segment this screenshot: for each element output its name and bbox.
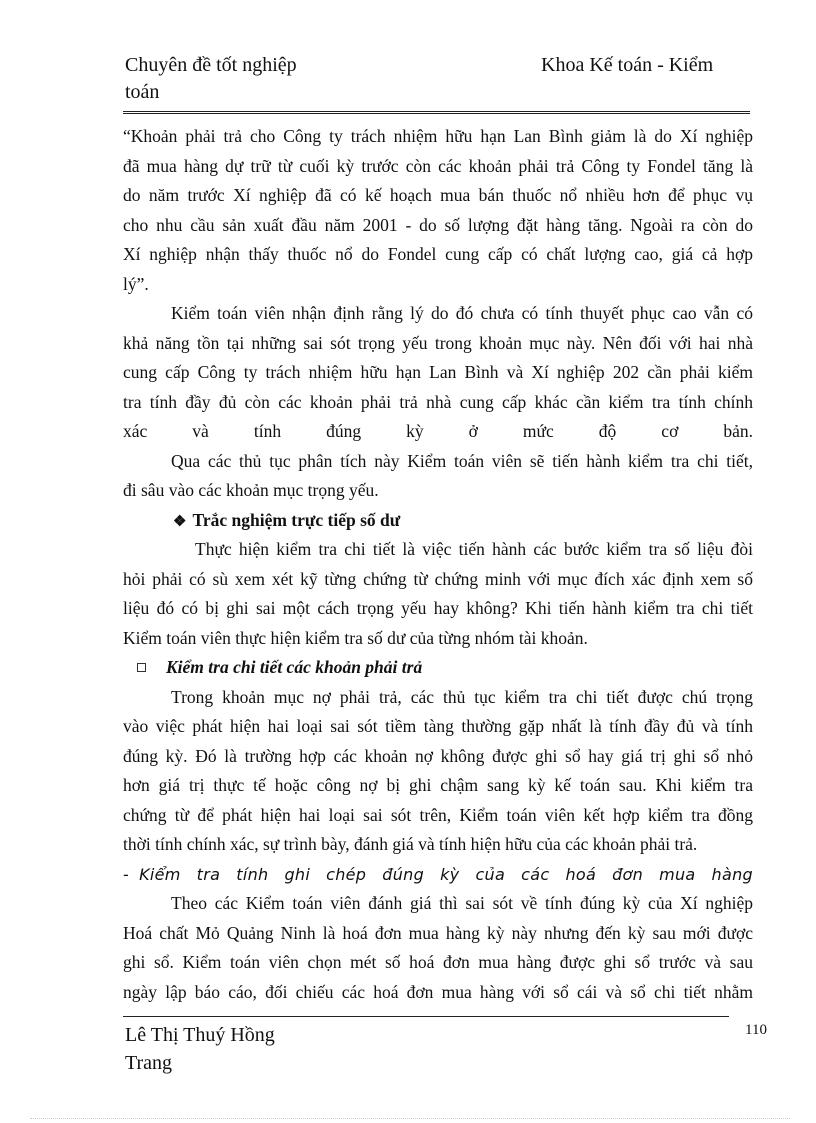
italic-list-item [123,860,753,890]
footer-author-name: Lê Thị Thuý Hồng [125,1024,275,1046]
page-body [123,122,753,1007]
text-line: cho nhu cầu sản xuất đầu năm 2001 - do số lượng đặt hàng tăng. Ngoài ra còn do [123,214,753,235]
square-bullet-icon [137,663,146,672]
text-line: ghi sổ. Kiểm toán viên chọn mét số hoá đơn mua hàng được ghi sổ trước và sau [123,952,753,972]
text-line: cung cấp Công ty trách nhiệm hữu hạn Lan Bình và Xí nghiệp 202 cần phải kiểm [123,362,753,382]
section-heading-text: Trắc nghiệm trực tiếp số dư [192,509,401,530]
paragraph-3 [123,447,753,506]
text-line: tra tính đầy đủ còn các khoản phải trả nhà cung cấp khác cần kiểm tra tính chính [123,391,753,412]
text-line: liệu đó có bị ghi sai một cách trọng yếu hay không? Khi tiến hành kiểm tra chi tiết [123,598,753,618]
text-line: đi sâu vào các khoản mục trọng yếu. [123,480,379,500]
text-line: Xí nghiệp nhận thấy thuốc nổ do Fondel cung cấp có chất lượng cao, giá cả hợp [123,244,753,264]
text-line: lý”. [123,273,149,294]
page-bottom-edge [30,1118,790,1119]
dash-bullet: - [123,864,130,884]
text-line: Trong khoản mục nợ phải trả, các thủ tục kiểm tra chi tiết được chú trọng [171,686,753,707]
text-line: Kiểm toán viên thực hiện kiểm tra số dư của từng nhóm tài khoản. [123,627,588,648]
text-line: Theo các Kiểm toán viên đánh giá thì sai sót về tính đúng kỳ của Xí nghiệp [171,893,753,913]
text-line: khả năng tồn tại những sai sót trọng yếu trong khoản mục này. Nên đối với hai nhà [123,332,753,353]
text-line: do năm trước Xí nghiệp đã có kế hoạch mua bán thuốc nổ nhiều hơn để phục vụ [123,185,753,205]
text-line: hỏi phải có sù xem xét kỹ từng chứng từ chứng minh với mục đích xác định xem số [123,568,753,589]
paragraph-4 [123,535,753,653]
text-line: đúng kỳ. Đó là trường hợp các khoản nợ không được ghi sổ hay giá trị ghi sổ nhỏ [123,745,753,766]
text-line: Thực hiện kiểm tra chi tiết là việc tiến hành các bước kiểm tra số liệu đòi [195,539,753,559]
diamond-bullet-icon: ❖ [173,513,187,530]
text-line: “Khoản phải trả cho Công ty trách nhiệm hữu hạn Lan Bình giảm là do Xí nghiệp [123,126,753,146]
footer-author [125,1021,325,1077]
paragraph-2 [123,299,753,447]
section-heading-payables-detail [123,653,753,683]
footer-author-wrap: Trang [125,1052,173,1074]
text-line: thời tính chính xác, sự trình bày, đánh giá và tính hiện hữu của các khoản phải trả. [123,834,698,854]
italic-item-text: Kiểm tra tính ghi chép đúng kỳ của các hoá đơn mua hàng [139,864,753,884]
header-left-wrap: toán [125,81,160,103]
paragraph-6 [123,889,753,1007]
header-title-right: Khoa Kế toán - Kiểm [541,54,714,76]
text-line: chứng từ để phát hiện hai loại sai sót trên, Kiểm toán viên kết hợp kiểm tra đồng [123,804,753,825]
footer-divider [123,1016,729,1017]
header-left-text: Chuyên đề tốt nghiệp [125,54,297,76]
text-line: Hoá chất Mỏ Quảng Ninh là hoá đơn mua hàng kỳ này nhưng đến kỳ sau mới được [123,922,753,943]
text-line: đã mua hàng dự trữ từ cuối kỳ trước còn các khoản phải trả Công ty Fondel tăng là [123,155,753,176]
text-line: Kiểm toán viên nhận định rằng lý do đó chưa có tính thuyết phục cao vẫn có [171,303,753,323]
text-line: vào việc phát hiện hai loại sai sót tiềm tàng thường gặp nhất là tính đầy đủ và tính [123,716,753,736]
section-heading-text: Kiểm tra chi tiết các khoản phải trả [166,657,423,677]
section-heading-direct-balance-test [123,506,753,536]
text-line: hơn giá trị thực tế hoặc công nợ bị ghi chậm sang kỳ kế toán sau. Khi kiểm tra [123,775,753,795]
text-line: xác và tính đúng kỳ ở mức độ cơ bản. [123,421,753,441]
header-title-left [125,52,365,106]
paragraph-1 [123,122,753,299]
text-line: Qua các thủ tục phân tích này Kiểm toán viên sẽ tiến hành kiểm tra chi tiết, [171,450,753,471]
header-divider [123,111,750,114]
paragraph-5 [123,683,753,860]
page-number: 110 [745,1022,767,1038]
text-line: ngày lập báo cáo, đối chiếu các hoá đơn mua hàng với sổ cái và sổ chi tiết nhằm [123,981,753,1002]
